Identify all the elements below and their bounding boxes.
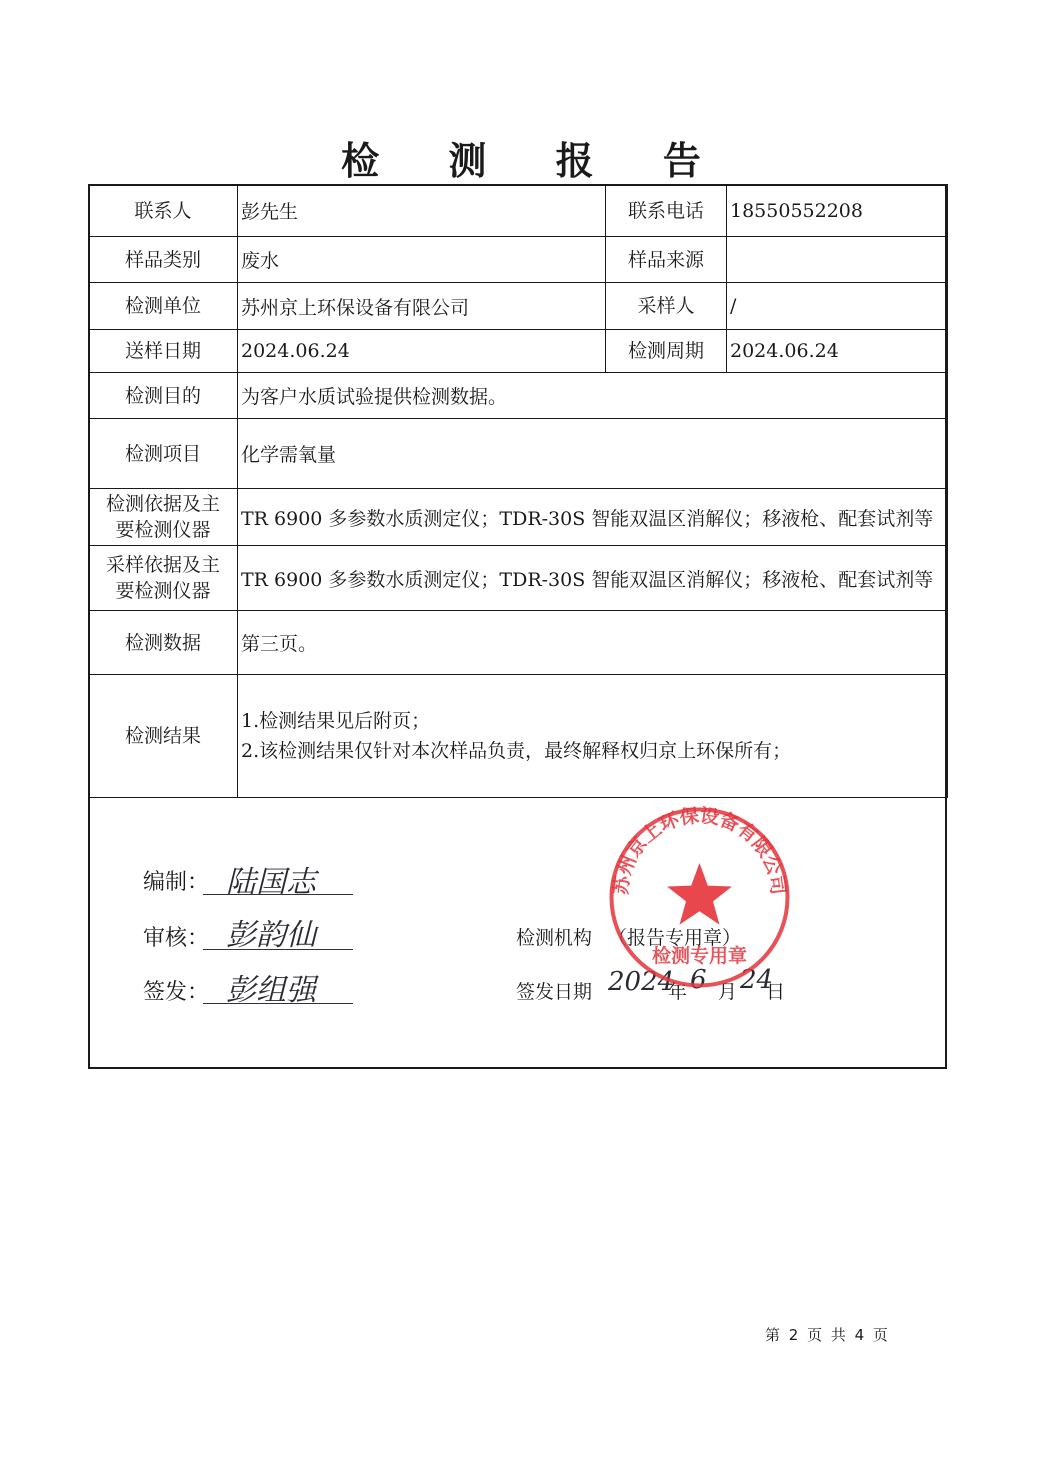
issue-date-year-unit: 年	[668, 981, 688, 1003]
result-line: 2.该检测结果仅针对本次样品负责，最终解释权归京上环保所有；	[241, 740, 792, 762]
sample-type-label: 样品类别	[89, 237, 238, 283]
basis-label-line: 检测依据及主	[105, 493, 220, 515]
contact-label: 联系人	[89, 185, 238, 237]
org-label: 检测机构	[516, 927, 593, 949]
seal-ring-text: 苏州京上环保设备有限公司	[609, 805, 790, 896]
star-icon	[667, 863, 732, 925]
sample-source-label: 样品来源	[606, 237, 727, 283]
review-signature: 彭韵仙	[226, 918, 316, 953]
review-line	[203, 949, 353, 950]
official-seal	[607, 805, 792, 990]
page-number: 第 2 页 共 4 页	[765, 1326, 890, 1344]
issue-line	[203, 1003, 353, 1004]
result-line: 1.检测结果见后附页；	[241, 710, 431, 732]
sampling-label-line: 采样依据及主	[105, 554, 220, 576]
period-label: 检测周期	[606, 330, 727, 373]
compile-label: 编制：	[143, 870, 210, 895]
send-date-value: 2024.06.24	[238, 330, 606, 373]
issue-date-month-unit: 月	[718, 981, 738, 1003]
purpose-label: 检测目的	[89, 373, 238, 419]
data-label: 检测数据	[89, 611, 238, 675]
basis-label-line: 要检测仪器	[115, 519, 211, 541]
send-date-label: 送样日期	[89, 330, 238, 373]
org-note: （报告专用章）	[608, 927, 742, 949]
issue-date-month: 6	[690, 965, 707, 995]
item-label: 检测项目	[89, 419, 238, 489]
phone-label: 联系电话	[606, 185, 727, 237]
issue-label: 签发：	[143, 980, 210, 1005]
sampler-value: /	[727, 283, 948, 330]
issue-date-label: 签发日期	[516, 981, 593, 1003]
period-value: 2024.06.24	[727, 330, 948, 373]
sample-type-value: 废水	[238, 237, 606, 283]
sampling-label-line: 要检测仪器	[115, 580, 211, 602]
seal-bottom-text: 检测专用章	[651, 945, 748, 967]
data-value: 第三页。	[238, 611, 948, 675]
issue-date-day: 24	[740, 965, 774, 995]
result-label: 检测结果	[89, 675, 238, 798]
purpose-value: 为客户水质试验提供检测数据。	[238, 373, 948, 419]
compile-line	[203, 894, 353, 895]
unit-value: 苏州京上环保设备有限公司	[238, 283, 606, 330]
sampler-label: 采样人	[606, 283, 727, 330]
sampling-value: TR 6900 多参数水质测定仪；TDR-30S 智能双温区消解仪；移液枪、配套试剂等	[238, 546, 948, 611]
unit-label: 检测单位	[89, 283, 238, 330]
issue-signature: 彭组强	[226, 973, 316, 1008]
report-title: 检 测 报 告	[341, 138, 729, 183]
basis-value: TR 6900 多参数水质测定仪；TDR-30S 智能双温区消解仪；移液枪、配套试剂等	[238, 489, 948, 546]
review-label: 审核：	[143, 926, 210, 951]
contact-value: 彭先生	[238, 185, 606, 237]
signoff-area	[88, 797, 947, 1069]
item-value: 化学需氧量	[238, 419, 948, 489]
issue-date-day-unit: 日	[766, 981, 786, 1003]
phone-value: 18550552208	[727, 185, 948, 237]
issue-date-year: 2024	[608, 967, 675, 997]
compile-signature: 陆国志	[226, 865, 316, 900]
